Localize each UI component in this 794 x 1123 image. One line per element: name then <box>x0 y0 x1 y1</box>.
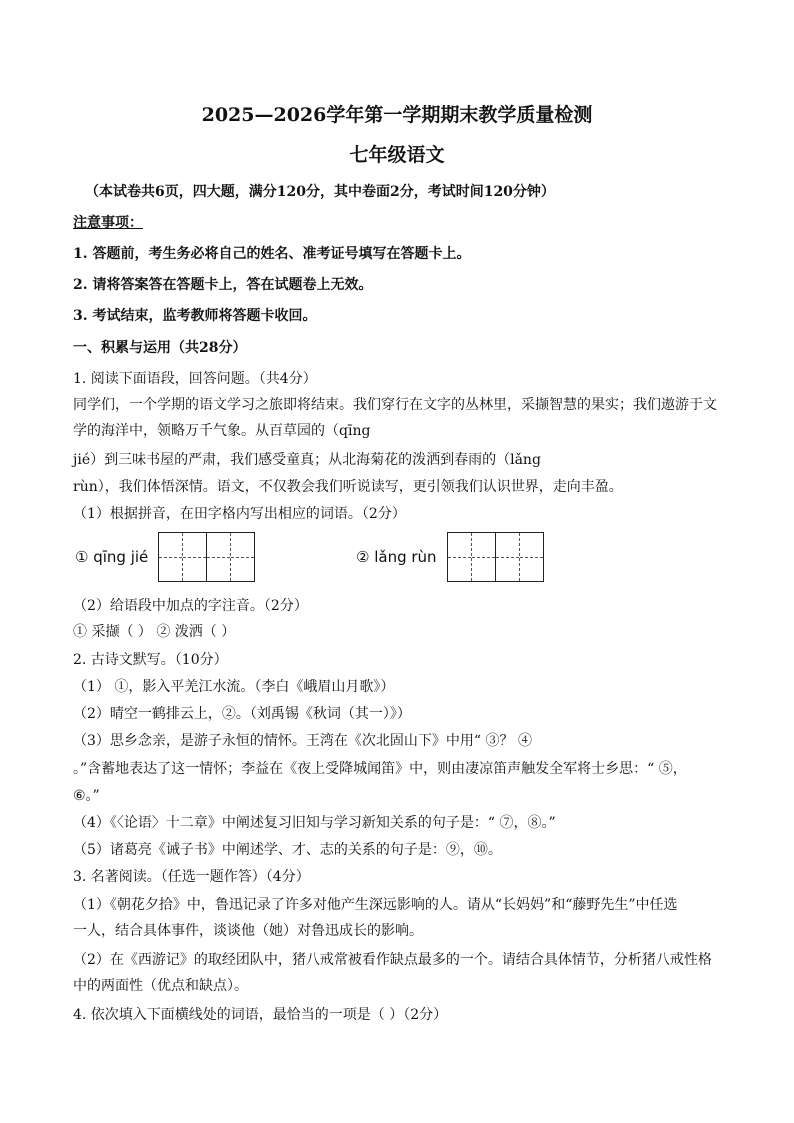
poem-line: （3）思乡念亲，是游子永恒的情怀。王湾在《次北固山下》中用“ ③？ ④ <box>73 733 532 749</box>
subquestion: （2）给语段中加点的字注音。（2分） <box>73 598 308 614</box>
notice-item: 3. 考试结束，监考教师将答题卡收回。 <box>73 308 317 324</box>
question-text: （1）《朝花夕拾》中，鲁迅记录了许多对他产生深远影响的人。请从“长妈妈”和“藤野先生”中任选 <box>73 897 678 913</box>
exam-subtitle: 七年级语文 <box>349 144 445 166</box>
poem-line: （5）诸葛亮《诫子书》中阐述学、才、志的关系的句子是：⑨，⑩。 <box>73 842 502 858</box>
question-text: 一人，结合具体事件，谈谈他（她）对鲁迅成长的影响。 <box>73 923 423 939</box>
tianzige-cell[interactable] <box>231 533 254 581</box>
notice-item: 2. 请将答案答在答题卡上，答在试题卷上无效。 <box>73 277 373 293</box>
exam-info: （本试卷共6页，四大题，满分120分，其中卷面2分，考试时间120分钟） <box>85 184 555 200</box>
pinyin-grid-2 <box>356 531 544 583</box>
passage-line: 学的海洋中，领略万千气象。从百草园的（qīng <box>73 423 371 439</box>
section-heading: 一、积累与运用（共28分） <box>73 340 247 356</box>
pinyin-label: ① qīng jié <box>75 548 149 566</box>
poem-line: （1） ①，影入平羌江水流。（李白《峨眉山月歌》） <box>73 679 395 695</box>
tianzige-cell[interactable] <box>448 533 472 581</box>
poem-line: （2）晴空一鹤排云上，②。（刘禹锡《秋词（其一）》） <box>73 706 411 722</box>
tianzige-cell[interactable] <box>183 533 207 581</box>
tianzige-grid[interactable] <box>447 532 544 582</box>
exam-title: 2025—2026学年第一学期期末教学质量检测 <box>201 104 593 126</box>
question-stem: 3. 名著阅读。（任选一题作答）（4分） <box>73 869 310 885</box>
subquestion: （1）根据拼音，在田字格内写出相应的词语。（2分） <box>73 506 406 522</box>
poem-line: ⑥。” <box>73 788 100 804</box>
tianzige-cell[interactable] <box>207 533 231 581</box>
notice-item: 1. 答题前，考生务必将自己的姓名、准考证号填写在答题卡上。 <box>73 246 471 262</box>
question-stem: 4. 依次填入下面横线处的词语，最恰当的一项是（ ）（2分） <box>73 1007 448 1023</box>
question-text: 中的两面性（优点和缺点）。 <box>73 978 248 994</box>
tianzige-cell[interactable] <box>496 533 520 581</box>
passage-line: 同学们，一个学期的语文学习之旅即将结束。我们穿行在文字的丛林里，采撷智慧的果实；我们遨游于文 <box>73 397 717 413</box>
poem-line: 。”含蓄地表达了这一情怀；李益在《夜上受降城闻笛》中，则由凄凉笛声触发全军将士乡思：“ ⑤， <box>73 761 687 777</box>
tianzige-cell[interactable] <box>159 533 183 581</box>
tianzige-cell[interactable] <box>520 533 543 581</box>
question-stem: 2. 古诗文默写。（10分） <box>73 652 228 668</box>
pinyin-grid-1 <box>75 531 255 583</box>
tianzige-cell[interactable] <box>472 533 496 581</box>
notice-heading: 注意事项： <box>73 215 143 231</box>
passage-line: jié）到三味书屋的严肃，我们感受童真；从北海菊花的泼洒到春雨的（lǎng <box>73 452 541 468</box>
pinyin-label: ② lǎng rùn <box>356 548 437 566</box>
question-text: （2）在《西游记》的取经团队中，猪八戒常被看作缺点最多的一个。请结合具体情节，分析猪八戒性格 <box>73 952 712 968</box>
question-stem: 1. 阅读下面语段，回答问题。（共4分） <box>73 371 317 387</box>
passage-line: rùn），我们体悟深情。语文，不仅教会我们听说读写，更引领我们认识世界，走向丰盈。 <box>73 479 623 495</box>
answer-blanks: ① 采撷（ ） ② 泼洒（ ） <box>73 624 236 640</box>
tianzige-grid[interactable] <box>158 532 255 582</box>
poem-line: （4）《〈论语〉十二章》中阐述复习旧知与学习新知关系的句子是：“ ⑦，⑧。” <box>73 815 556 831</box>
